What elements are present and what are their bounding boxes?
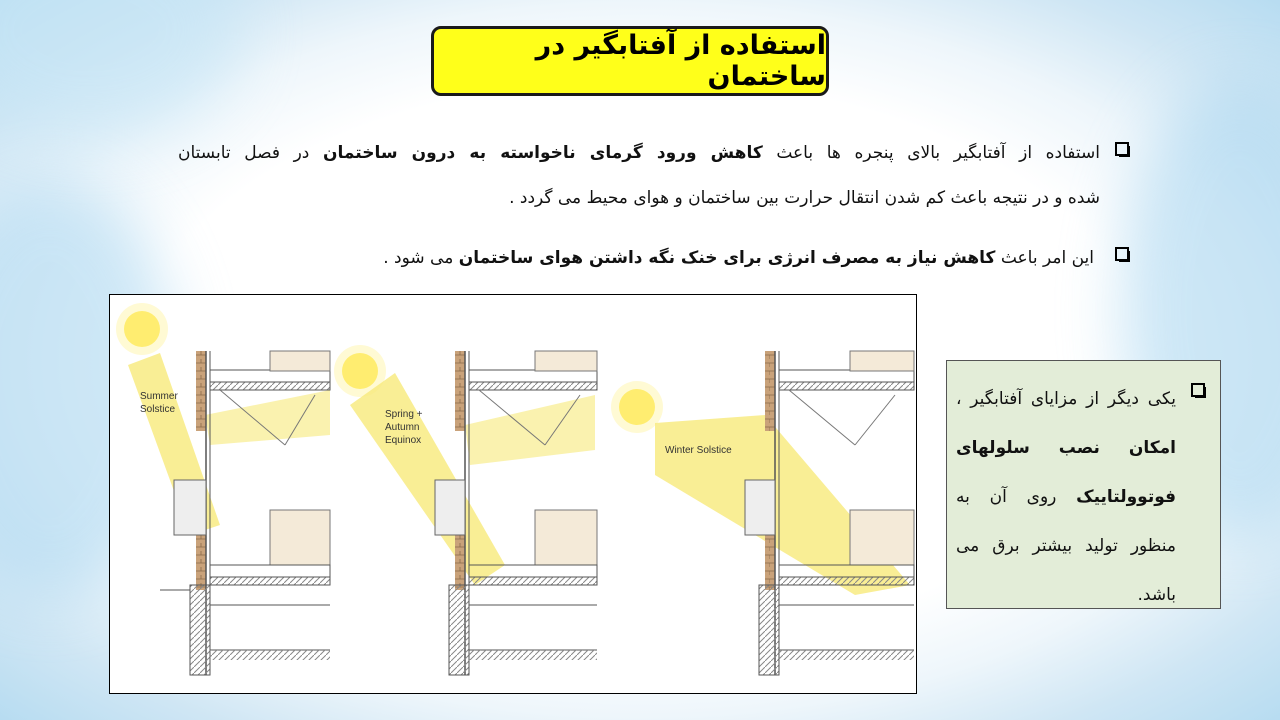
shading-diagram-svg [110,295,916,693]
side-note-text [956,375,1176,620]
bg-glow-top-left [0,0,240,140]
bullet-1-line-2: شده و در نتیجه باعث کم شدن انتقال حرارت بین ساختمان و هوای محیط می گردد . [509,188,1100,208]
page-title: استفاده از آفتابگیر در ساختمان [535,30,826,92]
panel-winter [611,351,914,675]
title-box [431,26,829,96]
bullet-1-bold: کاهش ورود گرمای ناخواسته به درون ساختمان [322,143,763,163]
side-note-text-a: یکی دیگر از مزایای آفتابگیر ، [956,389,1176,409]
panel-1-label-line-1: Summer [140,391,178,402]
bullet-2-line-1 [178,235,1094,282]
bullet-1-line-1 [178,130,1100,177]
side-note-box [946,360,1221,609]
panel-3-label: Winter Solstice [665,445,732,456]
bullet-2 [178,235,1094,282]
sun-beam [655,415,910,595]
panel-1-label-line-2: Solstice [140,404,176,415]
bullet-1 [178,130,1100,222]
bullet-2-bold: کاهش نیاز به مصرف انرژی برای خنک نگه داشتن هوای ساختمان [458,248,996,268]
panel-2-label-line-2: Autumn [385,422,420,433]
panel-2-label-line-3: Equinox [385,435,422,446]
bullet-1-text-a: استفاده از آفتابگیر بالای پنجره ها باعث [762,143,1101,163]
sun-beam [350,373,505,585]
side-note-text-b: روی آن به منظور تولید بیشتر برق می باشد. [956,487,1176,605]
panel-summer [116,303,330,675]
bullet-2-text-a: این امر باعث [995,248,1094,268]
side-note-checkbox [1191,383,1205,397]
bullet-1-text-b: در فصل تابستان [178,143,323,163]
panel-equinox [334,345,597,675]
shading-diagram [109,294,917,694]
bullet-checkbox-2 [1115,247,1129,261]
bullet-2-text-b: می شود . [383,248,459,268]
panel-2-label-line-1: Spring + [385,409,423,420]
bullet-checkbox-1 [1115,142,1129,156]
side-note-bold: امکان نصب سلولهای فوتوولتاییک [956,438,1176,507]
